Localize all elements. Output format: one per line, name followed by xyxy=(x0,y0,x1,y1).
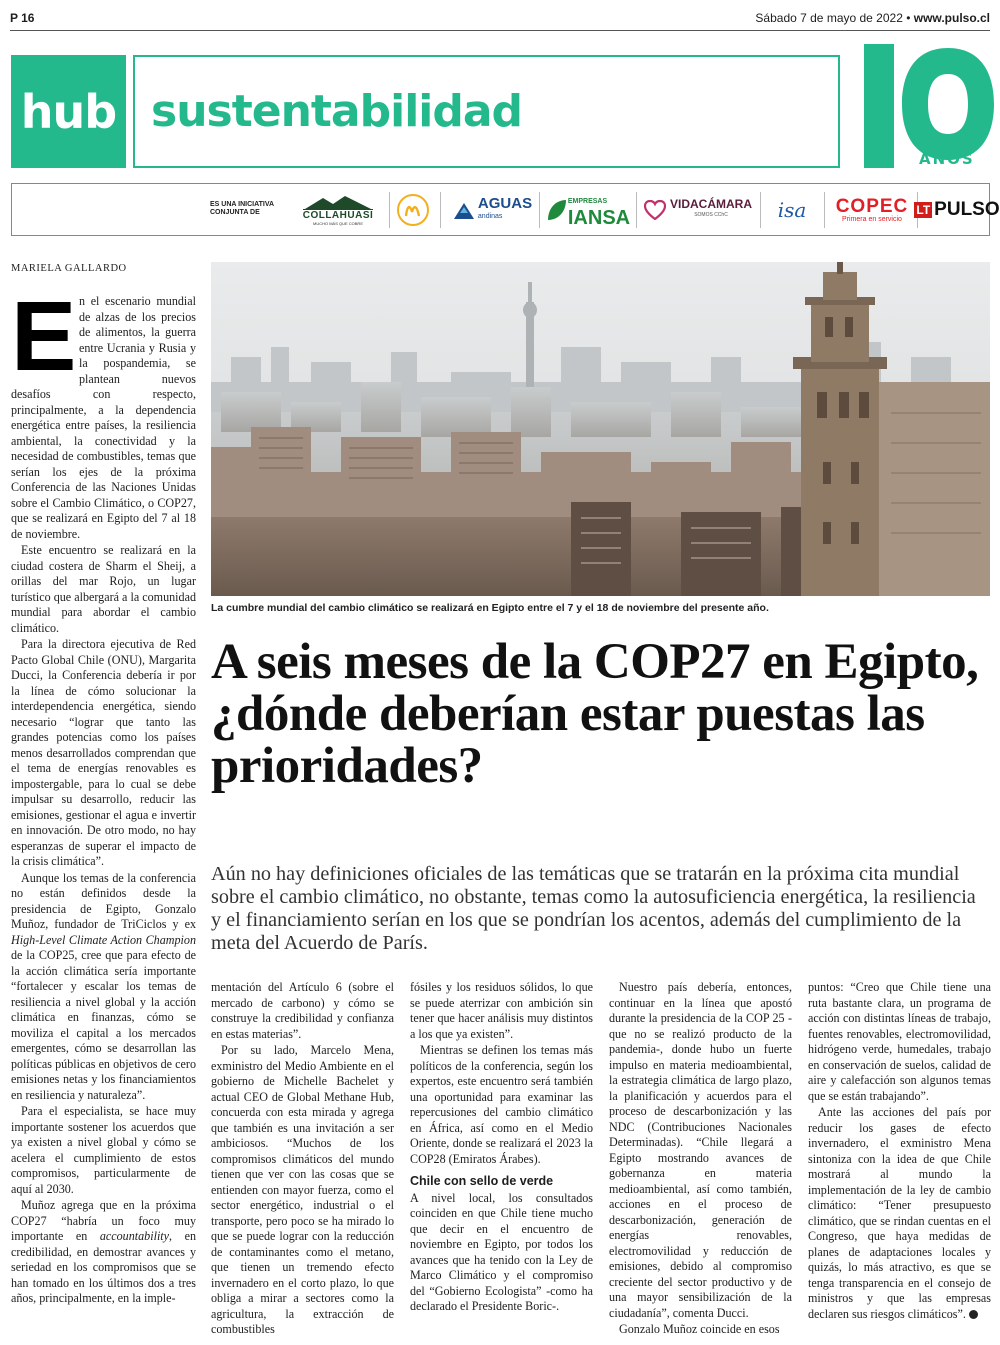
deck: Aún no hay definiciones oficiales de las temáticas que se tratarán en la próxima cita mundial sobre el cambio climático, no obstante, temas como la autosuficiencia energética, la resiliencia y el financiamiento serían en los que se pondrían los acentos, además del cumplimiento de la meta del Acuerdo de París. xyxy=(211,863,976,954)
paragraph: Para la directora ejecutiva de Red Pacto Global Chile (ONU), Margarita Ducci, la Conferencia debería ir por la línea de cómo solucionar la interdependencia energética, siendo necesario “lograr que tanto las grandes potencias como los países menos desarrollados comprendan que el tema de energías renovables es impostergable, para lo cual se debe impulsar su desarrollo, reducir las emisiones, gestionar el agua e invertir en innovación. De otro modo, no hay esperanzas de superar el impacto de la crisis climática”. xyxy=(11,637,196,868)
divider xyxy=(440,192,441,228)
collahuasi-name: COLLAHUASI xyxy=(302,209,374,221)
aguas-name: AGUAS xyxy=(477,195,533,212)
top-rule xyxy=(10,30,990,31)
sponsor-intro-line1: ES UNA INICIATIVA xyxy=(210,201,275,208)
page-folio xyxy=(10,8,990,28)
iansa-text xyxy=(567,194,631,229)
paragraph: A nivel local, los consultados coinciden en que Chile tiene mucho que decir en el encuentro de noviembre en Egipto, por todos los avances que ha tenido con la Ley de Marco Climático y el compromiso del “Gobierno Ecologista” -como ha declarado el Presidente Boric-. xyxy=(410,1190,593,1313)
empresas-iansa-logo[interactable] xyxy=(542,192,634,228)
paragraph xyxy=(11,871,196,1104)
numeral-zero xyxy=(902,48,994,160)
copec-tagline: Primera en servicio xyxy=(842,215,902,223)
aguas-andinas-logo[interactable] xyxy=(448,192,538,228)
vida-name: VIDACÁMARA xyxy=(670,197,752,211)
drop-cap: E xyxy=(11,281,77,391)
paragraph xyxy=(11,1198,196,1307)
paragraph: Para el especialista, se hace muy importante sostener los acuerdos que ya existen a nivel global y cómo se acelera el cumplimiento de estos compromisos, particularmente de aquí al 2030. xyxy=(11,1104,196,1196)
iansa-top: EMPRESAS xyxy=(567,198,608,205)
text-run: , en credibilidad, en demostrar avances y seriedad en los compromisos que se han tomado en los últimos dos a tres años, principalmente, en la imple- xyxy=(11,1229,196,1305)
italic-run: High-Level Climate Action Champion xyxy=(11,932,196,947)
article-column-5 xyxy=(808,980,991,1323)
headline: A seis meses de la COP27 en Egipto, ¿dónde deberían estar puestas las prioridades? xyxy=(211,634,979,794)
divider xyxy=(389,192,390,228)
hub-logo xyxy=(11,55,126,168)
vida-sub: SOMOS CChC xyxy=(694,212,728,218)
paragraph: Nuestro país debería, entonces, continuar en la línea que apostó durante la presidencia de la COP 25 -que no se realizó producto de la pandemia-, donde hubo un fuerte impulso en materia medioambiental, la estrategia climática de largo plazo, la planificación y acuerdos para el proceso de descarbonización y las NDC (Contribuciones Nacionales Determinadas). “Chile llegará a Egipto mostrando avances de gobernanza en materia medioambiental, así como también, acciones en el proceso de descarbonización, generación de energías renovables, electromovilidad y reducción de emisiones, debido al compromiso creciente del sector productivo y de una mayor sensibilización de la ciudadanía”, comenta Ducci. xyxy=(609,980,792,1320)
article-column-1 xyxy=(11,281,196,1308)
vidacamara-logo[interactable] xyxy=(638,192,758,228)
lt-badge: LT xyxy=(916,203,931,217)
vida-text xyxy=(670,199,752,221)
paragraph: fósiles y los residuos sólidos, lo que se puede aterrizar con ambición sin tener que hacer análisis muy distintos a los que ya existen”. xyxy=(410,980,593,1041)
article-column-2 xyxy=(211,980,394,1339)
paragraph: puntos: “Creo que Chile tiene una ruta bastante clara, un programa de acción con distintas líneas de trabajo, fuentes renovables, electromovilidad, hidrógeno verde, humedales, trabajo en conservación de suelos, calidad de aire y calefacción son algunos temas que se están trabajando”. xyxy=(808,980,991,1103)
heart-icon xyxy=(644,200,666,220)
collahuasi-tagline: MUCHO MÁS QUE COBRE xyxy=(312,220,363,226)
sponsor-intro xyxy=(210,201,274,217)
paragraph: Gonzalo Muñoz coincide en esos xyxy=(619,1322,780,1336)
hub-label: hub xyxy=(20,84,117,139)
divider xyxy=(539,192,540,228)
page-number: P 16 xyxy=(10,11,35,25)
text-run: de la COP25, cree que para efecto de la acción climática sería importante “fortalecer y escalar los temas de resiliencia a nivel global y la acción climática en finanzas, cómo se moviliza el capital a los mercados emergentes, cómo se desarrollan las políticas públicas en objetivos de cero emisiones netas y los financiamientos en resiliencia y naturaleza”. xyxy=(11,948,196,1102)
paragraph: n el escenario mundial de alzas de los precios de alimentos, la guerra entre Ucrania y Rusia y la pospandemia, se plantean nuevos desafíos con respecto, principalmente, a la dependencia energética entre países, la resiliencia ambiental, la conectividad y la necesidad de combustibles, temas que serían los ejes de la próxima Conferencia de las Naciones Unidas sobre el Cambio Climático, o COP27, que se realizará en Egipto del 7 al 18 de noviembre. xyxy=(11,294,196,541)
m-brand-logo[interactable] xyxy=(393,192,433,228)
date-text: Sábado 7 de mayo de 2022 • xyxy=(755,11,911,25)
aguas-text xyxy=(478,197,532,223)
italic-run: accountability xyxy=(99,1229,170,1243)
text-run: Ante las acciones del país por reducir los gases de efecto invernadero, el exministro Mena sintoniza con la idea de que Chile mostrará al mundo la implementación de la ley de cambio climático: “Tener presupuesto climático, que se rindan cuentas en el Congreso, que haya medidas de planes de adaptaciones locales y quizás, lo más atractivo, es que se tenga transparencia en el consejo de ministros y que las empresas declaren sus riesgos climáticos”. xyxy=(808,1105,991,1321)
isa-logo[interactable] xyxy=(764,192,820,228)
pulso-name: PULSO xyxy=(934,199,1000,220)
numeral-one xyxy=(864,44,894,168)
subheading: Chile con sello de verde xyxy=(410,1174,554,1188)
paragraph: mentación del Artículo 6 (sobre el mercado de carbono) y cómo se construye la credibilidad y confianza en estas materias”. xyxy=(211,980,394,1041)
byline: MARIELA GALLARDO xyxy=(11,263,127,274)
iansa-name: IANSA xyxy=(567,207,631,229)
aguas-sub: andinas xyxy=(477,213,503,220)
section-title: sustentabilidad xyxy=(151,86,523,137)
anniversary-word: AÑOS xyxy=(919,150,975,168)
paragraph: Mientras se definen los temas más políticos de la conferencia, según los expertos, este encuentro será también una oportunidad para examinar las repercusiones del cambio climático en África, así como en el Medio Oriente, donde se realizará el 2023 la COP28 (Emiratos Árabes). xyxy=(410,1043,593,1166)
aguas-peak-icon xyxy=(454,201,474,219)
copec-logo[interactable] xyxy=(829,192,915,228)
text-run: Aunque los temas de la conferencia no están definidos desde la presidencia de Egipto, Gonzalo Muñoz, fundador de TriCiclos y ex xyxy=(11,870,196,931)
m-circle-icon xyxy=(396,193,430,227)
divider xyxy=(760,192,761,228)
photo-caption: La cumbre mundial del cambio climático se realizará en Egipto entre el 7 y el 18 de noviembre del presente año. xyxy=(211,602,769,614)
divider xyxy=(824,192,825,228)
mountain-icon xyxy=(303,195,373,209)
isa-name: isa xyxy=(777,198,807,222)
copec-name: COPEC xyxy=(835,195,909,217)
sponsor-intro-line2: CONJUNTA DE xyxy=(210,209,260,216)
collahuasi-logo[interactable] xyxy=(290,192,386,228)
text-run: Muñoz agrega que en la próxima COP27 “habría un foco muy importante en xyxy=(11,1198,196,1243)
cairo-skyline-photo xyxy=(211,262,990,596)
sponsor-bar xyxy=(11,183,1000,236)
article-column-4 xyxy=(609,980,792,1339)
site-link[interactable]: www.pulso.cl xyxy=(913,11,990,25)
article-column-3 xyxy=(410,980,593,1316)
end-mark-icon xyxy=(969,1310,978,1319)
section-banner xyxy=(133,55,840,168)
la-tercera-pulso-logo[interactable] xyxy=(916,192,1000,228)
iansa-leaf-icon xyxy=(546,198,568,222)
paragraph: Por su lado, Marcelo Mena, exministro del Medio Ambiente en el gobierno de Michelle Bachelet y actual CEO de Global Methane Hub, concuerda con esta mirada y agrega que también es una invitación a ser ambiciosos. “Muchos de los compromisos climáticos del mundo tienen que ver con las cosas que se entienden con mayor fuerza, como el sector energético, industrial o el transporte, pero poco se ha mirado lo que se puede lograr con la reducción de contaminantes como el metano, que tienen un tremendo efecto invernadero en el corto plazo, lo que obliga a mirar a sectores como la agricultura, la extracción de combustibles xyxy=(211,1043,394,1336)
paragraph: Este encuentro se realizará en la ciudad costera de Sharm el Sheij, a orillas del mar Rojo, un lugar turístico que albergará a la comunidad mundial para abordar el cambio climático. xyxy=(11,543,196,635)
issue-date xyxy=(755,11,990,25)
paragraph xyxy=(808,1105,991,1322)
divider xyxy=(636,192,637,228)
